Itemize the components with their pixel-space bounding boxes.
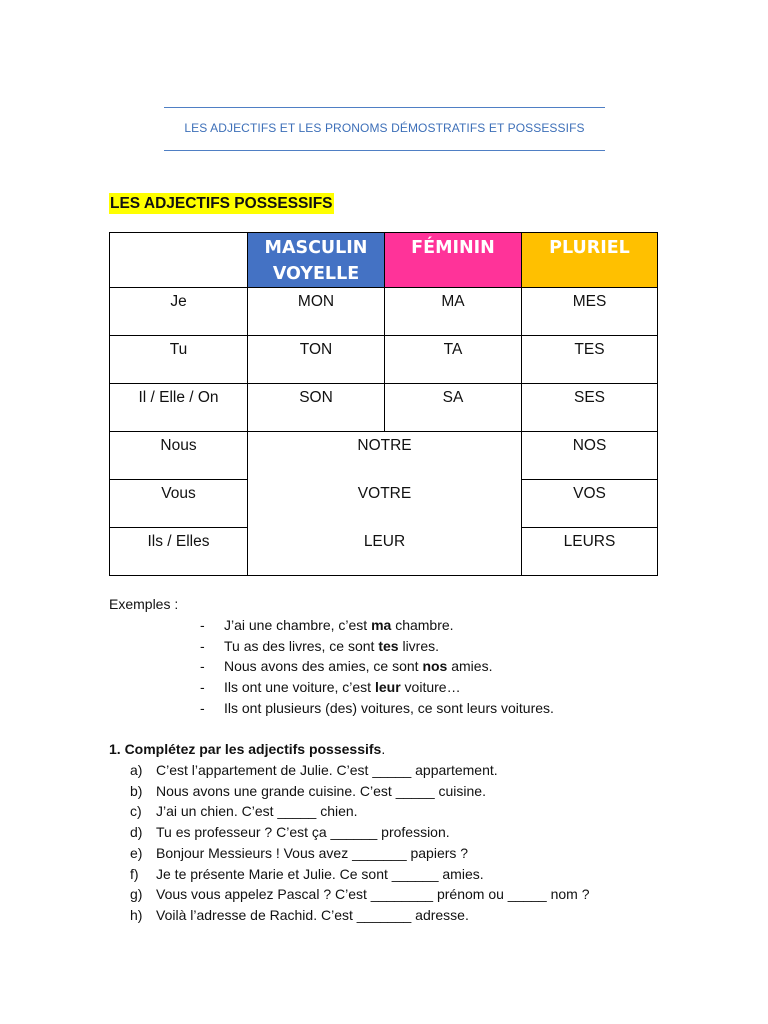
title-divider: [164, 150, 605, 151]
list-item: - Ils ont plusieurs (des) voitures, ce sont leurs voitures.: [200, 698, 554, 719]
pronoun-cell: Ils / Elles: [110, 528, 248, 575]
section-heading: LES ADJECTIFS POSSESSIFS: [110, 195, 333, 212]
list-item: g) Vous vous appelez Pascal ? C’est ________ prénom ou _____ nom ?: [130, 886, 590, 903]
list-item: - Tu as des livres, ce sont tes livres.: [200, 636, 554, 657]
bullet-dash: -: [200, 617, 205, 633]
list-item: b) Nous avons une grande cuisine. C’est _____ cuisine.: [130, 782, 486, 799]
header-feminin: FÉMININ: [385, 233, 522, 288]
pluriel-cell: LEURS: [563, 533, 616, 550]
header-masculin: MASCULIN VOYELLE: [248, 233, 385, 288]
pluriel-cell: SES: [522, 384, 657, 432]
singular-cell: NOTRE: [248, 432, 522, 480]
list-item: e) Bonjour Messieurs ! Vous avez _______ papiers ?: [130, 844, 469, 861]
pronoun-cell: Tu: [110, 336, 248, 384]
feminin-cell: SA: [385, 384, 522, 432]
masculin-cell: MON: [248, 288, 385, 336]
bullet-dash: -: [200, 658, 205, 675]
pronoun-cell: Nous: [110, 432, 248, 480]
singular-cell: LEUR: [248, 528, 522, 575]
bullet-dash: -: [200, 637, 205, 654]
list-item: - Nous avons des amies, ce sont nos amies.: [200, 656, 554, 677]
masculin-cell: TON: [248, 336, 385, 384]
list-item: f) Je te présente Marie et Julie. Ce sont ______ amies.: [130, 865, 484, 882]
pluriel-cell: NOS: [522, 432, 657, 480]
list-item: c) J’ai un chien. C’est _____ chien.: [130, 803, 358, 820]
document-title: LES ADJECTIFS ET LES PRONOMS DÉMOSTRATIFS ET POSSESSIFS: [184, 121, 585, 135]
pronoun-cell: Vous: [110, 480, 248, 528]
list-item: - Ils ont une voiture, c’est leur voiture…: [200, 677, 554, 698]
header-pluriel: PLURIEL: [522, 233, 657, 288]
feminin-cell: MA: [385, 288, 522, 336]
singular-cell: VOTRE: [248, 480, 522, 528]
possessive-table: [109, 232, 658, 576]
list-item: d) Tu es professeur ? C’est ça ______ profession.: [130, 824, 450, 841]
feminin-cell: TA: [385, 336, 522, 384]
examples-label: Exemples :: [109, 596, 179, 612]
pluriel-cell: TES: [522, 336, 657, 384]
top-divider: [164, 107, 605, 108]
bullet-dash: -: [200, 699, 205, 716]
masculin-cell: SON: [248, 384, 385, 432]
exercise-list: [130, 760, 590, 926]
examples-list: [200, 615, 554, 719]
pronoun-cell: Je: [110, 288, 248, 336]
pronoun-cell: Il / Elle / On: [110, 384, 248, 432]
exercise-title: 1. Complétez par les adjectifs possessifs.: [109, 741, 386, 757]
pluriel-cell: MES: [522, 288, 657, 336]
bullet-dash: -: [200, 679, 205, 696]
list-item: h) Voilà l’adresse de Rachid. C’est _______ adresse.: [130, 906, 469, 923]
list-item: a) C’est l’appartement de Julie. C’est _____ appartement.: [130, 762, 498, 778]
header-empty-cell: [110, 233, 248, 288]
pluriel-cell: VOS: [522, 480, 657, 528]
list-item: - J’ai une chambre, c’est ma chambre.: [200, 615, 554, 636]
